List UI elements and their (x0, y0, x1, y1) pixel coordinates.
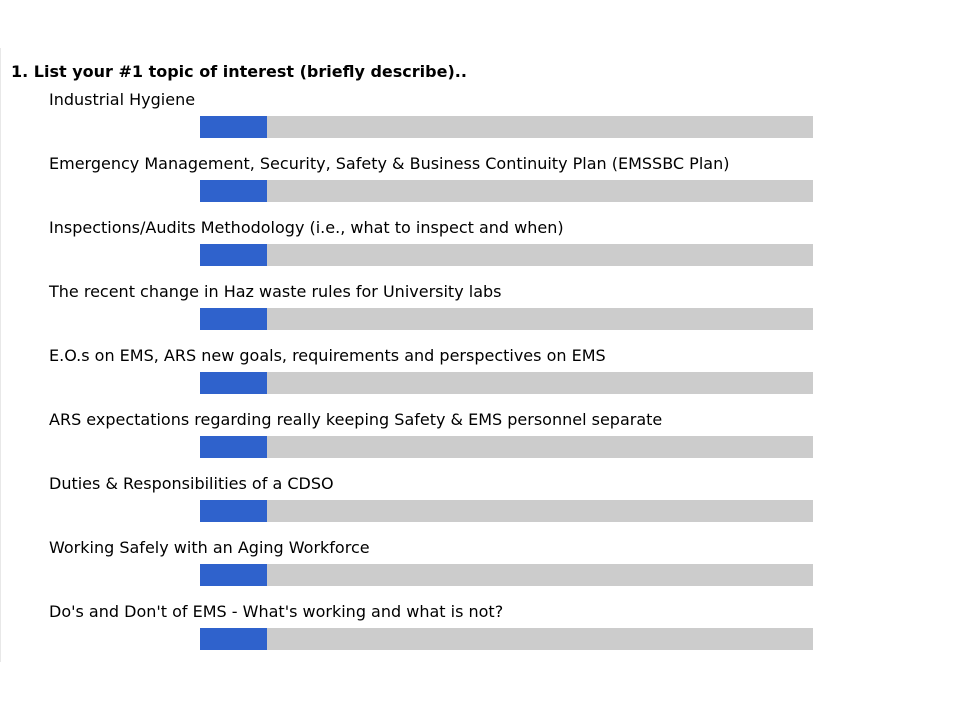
bar-track (200, 180, 813, 202)
bar-track (200, 564, 813, 586)
bar-track (200, 116, 813, 138)
bar-track (200, 436, 813, 458)
response-label: Industrial Hygiene (49, 90, 196, 109)
response-item (0, 282, 960, 346)
bar-fill (200, 116, 267, 138)
bar-track (200, 372, 813, 394)
bar-fill (200, 436, 267, 458)
response-label: ARS expectations regarding really keeping Safety & EMS personnel separate (49, 410, 663, 429)
bar-track (200, 244, 813, 266)
response-label: Do's and Don't of EMS - What's working and what is not? (49, 602, 504, 621)
bar-fill (200, 628, 267, 650)
response-item (0, 90, 960, 154)
bar-fill (200, 244, 267, 266)
response-label: Inspections/Audits Methodology (i.e., what to inspect and when) (49, 218, 564, 237)
bar-fill (200, 564, 267, 586)
response-label: Emergency Management, Security, Safety & Business Continuity Plan (EMSSBC Plan) (49, 154, 730, 173)
response-item (0, 218, 960, 282)
response-label: E.O.s on EMS, ARS new goals, requirements and perspectives on EMS (49, 346, 606, 365)
response-item (0, 538, 960, 602)
bar-fill (200, 180, 267, 202)
bar-fill (200, 372, 267, 394)
response-item (0, 602, 960, 666)
response-item (0, 154, 960, 218)
bar-fill (200, 308, 267, 330)
response-label: Working Safely with an Aging Workforce (49, 538, 370, 557)
response-label: Duties & Responsibilities of a CDSO (49, 474, 334, 493)
bar-track (200, 628, 813, 650)
response-item (0, 410, 960, 474)
bar-track (200, 500, 813, 522)
response-label: The recent change in Haz waste rules for University labs (49, 282, 502, 301)
response-item (0, 474, 960, 538)
response-item (0, 346, 960, 410)
question-title: 1. List your #1 topic of interest (briefly describe).. (11, 62, 467, 81)
bar-fill (200, 500, 267, 522)
bar-track (200, 308, 813, 330)
